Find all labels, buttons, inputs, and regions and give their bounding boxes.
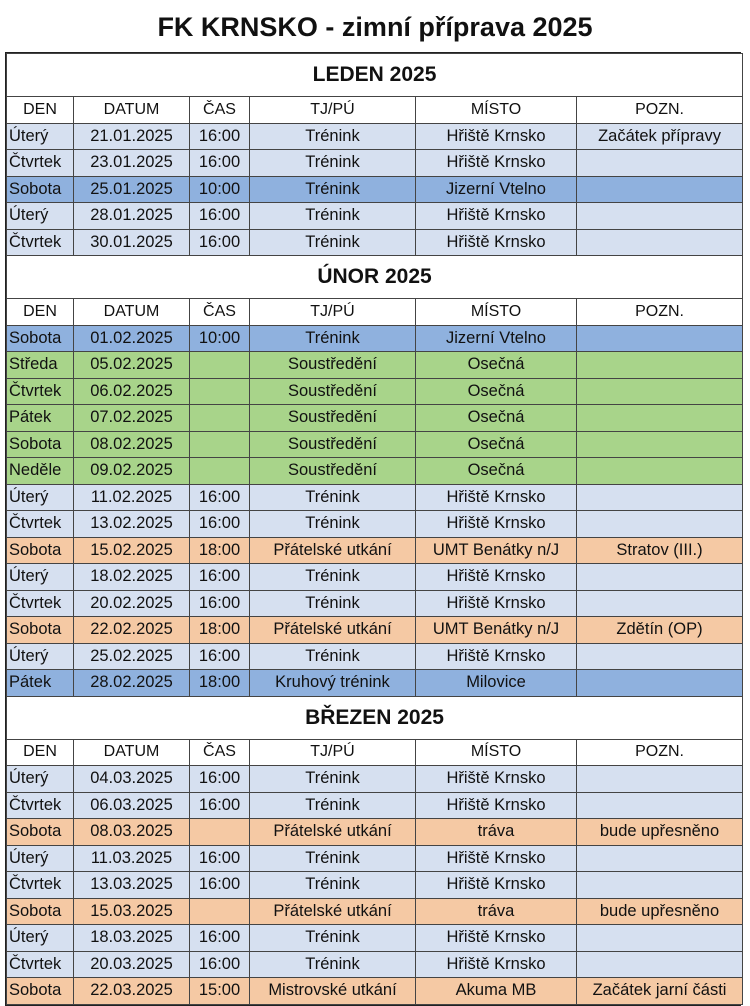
schedule-row (7, 951, 743, 978)
cell-tj-pu: Soustředění (250, 431, 416, 458)
cell-pozn (577, 352, 743, 379)
cell-den: Sobota (7, 819, 74, 846)
schedule-row (7, 670, 743, 697)
cell-den: Úterý (7, 203, 74, 230)
schedule-row (7, 150, 743, 177)
cell-pozn (577, 643, 743, 670)
schedule-row (7, 229, 743, 256)
cell-den: Středa (7, 352, 74, 379)
cell-tj-pu: Mistrovské utkání (250, 978, 416, 1005)
cell-datum: 22.02.2025 (74, 617, 190, 644)
cell-tj-pu: Trénink (250, 590, 416, 617)
cell-datum: 20.02.2025 (74, 590, 190, 617)
cell-misto: Osečná (416, 458, 577, 485)
cell-cas: 10:00 (190, 176, 250, 203)
schedule-row (7, 978, 743, 1005)
cell-pozn (577, 845, 743, 872)
column-header-tj-pu: TJ/PÚ (250, 97, 416, 124)
month-heading: BŘEZEN 2025 (7, 696, 743, 739)
cell-den: Čtvrtek (7, 872, 74, 899)
cell-pozn: Začátek přípravy (577, 123, 743, 150)
cell-misto: Jizerní Vtelno (416, 325, 577, 352)
cell-datum: 25.02.2025 (74, 643, 190, 670)
schedule-row (7, 792, 743, 819)
column-header-den: DEN (7, 97, 74, 124)
column-header-cas: ČAS (190, 739, 250, 766)
cell-den: Úterý (7, 564, 74, 591)
cell-den: Pátek (7, 670, 74, 697)
cell-cas: 16:00 (190, 925, 250, 952)
column-header-den: DEN (7, 739, 74, 766)
cell-cas: 15:00 (190, 978, 250, 1005)
cell-datum: 30.01.2025 (74, 229, 190, 256)
cell-den: Sobota (7, 325, 74, 352)
cell-datum: 15.02.2025 (74, 537, 190, 564)
cell-cas: 16:00 (190, 564, 250, 591)
cell-datum: 01.02.2025 (74, 325, 190, 352)
cell-den: Úterý (7, 845, 74, 872)
cell-cas (190, 819, 250, 846)
column-header-datum: DATUM (74, 739, 190, 766)
cell-den: Sobota (7, 537, 74, 564)
cell-tj-pu: Přátelské utkání (250, 819, 416, 846)
cell-pozn (577, 872, 743, 899)
cell-tj-pu: Trénink (250, 229, 416, 256)
cell-misto: Hřiště Krnsko (416, 150, 577, 177)
cell-misto: Jizerní Vtelno (416, 176, 577, 203)
cell-den: Čtvrtek (7, 229, 74, 256)
schedule-row (7, 325, 743, 352)
cell-tj-pu: Trénink (250, 792, 416, 819)
cell-datum: 06.02.2025 (74, 378, 190, 405)
schedule-row (7, 898, 743, 925)
cell-datum: 23.01.2025 (74, 150, 190, 177)
cell-misto: Hřiště Krnsko (416, 229, 577, 256)
cell-cas: 16:00 (190, 590, 250, 617)
cell-pozn: bude upřesněno (577, 898, 743, 925)
cell-pozn (577, 431, 743, 458)
cell-misto: Hřiště Krnsko (416, 484, 577, 511)
cell-datum: 18.03.2025 (74, 925, 190, 952)
cell-tj-pu: Přátelské utkání (250, 617, 416, 644)
schedule-row (7, 766, 743, 793)
column-header-datum: DATUM (74, 97, 190, 124)
schedule-row (7, 617, 743, 644)
schedule-row (7, 431, 743, 458)
cell-cas: 18:00 (190, 617, 250, 644)
cell-cas (190, 352, 250, 379)
schedule-row (7, 643, 743, 670)
cell-tj-pu: Přátelské utkání (250, 537, 416, 564)
cell-misto: Hřiště Krnsko (416, 203, 577, 230)
cell-den: Úterý (7, 484, 74, 511)
cell-den: Sobota (7, 898, 74, 925)
cell-cas: 16:00 (190, 511, 250, 538)
cell-datum: 22.03.2025 (74, 978, 190, 1005)
cell-pozn (577, 378, 743, 405)
schedule-row (7, 511, 743, 538)
cell-cas: 10:00 (190, 325, 250, 352)
cell-cas: 16:00 (190, 484, 250, 511)
cell-cas (190, 458, 250, 485)
cell-cas: 18:00 (190, 670, 250, 697)
schedule-row (7, 405, 743, 432)
cell-misto: Osečná (416, 378, 577, 405)
cell-tj-pu: Trénink (250, 951, 416, 978)
cell-tj-pu: Trénink (250, 203, 416, 230)
schedule-table (6, 53, 743, 1005)
cell-tj-pu: Trénink (250, 564, 416, 591)
schedule-row (7, 590, 743, 617)
column-header-pozn: POZN. (577, 97, 743, 124)
cell-pozn (577, 670, 743, 697)
cell-datum: 04.03.2025 (74, 766, 190, 793)
cell-tj-pu: Trénink (250, 150, 416, 177)
cell-pozn (577, 792, 743, 819)
cell-misto: Hřiště Krnsko (416, 643, 577, 670)
schedule-row (7, 564, 743, 591)
column-header-misto: MÍSTO (416, 97, 577, 124)
cell-pozn (577, 176, 743, 203)
cell-den: Sobota (7, 978, 74, 1005)
cell-misto: Hřiště Krnsko (416, 511, 577, 538)
schedule-row (7, 925, 743, 952)
cell-pozn: bude upřesněno (577, 819, 743, 846)
cell-pozn (577, 511, 743, 538)
cell-tj-pu: Trénink (250, 484, 416, 511)
cell-misto: Hřiště Krnsko (416, 925, 577, 952)
cell-pozn (577, 150, 743, 177)
cell-misto: Osečná (416, 431, 577, 458)
cell-cas: 18:00 (190, 537, 250, 564)
cell-misto: Hřiště Krnsko (416, 951, 577, 978)
cell-datum: 07.02.2025 (74, 405, 190, 432)
cell-pozn (577, 484, 743, 511)
cell-cas: 16:00 (190, 123, 250, 150)
cell-cas (190, 898, 250, 925)
month-heading-row (7, 696, 743, 739)
cell-pozn: Zdětín (OP) (577, 617, 743, 644)
cell-den: Čtvrtek (7, 590, 74, 617)
cell-den: Čtvrtek (7, 150, 74, 177)
cell-cas: 16:00 (190, 150, 250, 177)
schedule-row (7, 176, 743, 203)
cell-pozn (577, 951, 743, 978)
cell-datum: 18.02.2025 (74, 564, 190, 591)
cell-tj-pu: Soustředění (250, 352, 416, 379)
cell-misto: Milovice (416, 670, 577, 697)
month-heading-row (7, 256, 743, 299)
cell-datum: 28.01.2025 (74, 203, 190, 230)
cell-den: Sobota (7, 617, 74, 644)
cell-pozn (577, 458, 743, 485)
column-header-misto: MÍSTO (416, 739, 577, 766)
cell-den: Neděle (7, 458, 74, 485)
cell-cas: 16:00 (190, 643, 250, 670)
cell-den: Úterý (7, 643, 74, 670)
cell-den: Čtvrtek (7, 792, 74, 819)
column-header-pozn: POZN. (577, 299, 743, 326)
cell-datum: 13.02.2025 (74, 511, 190, 538)
cell-den: Úterý (7, 123, 74, 150)
cell-misto: Hřiště Krnsko (416, 590, 577, 617)
cell-cas: 16:00 (190, 872, 250, 899)
cell-datum: 11.03.2025 (74, 845, 190, 872)
cell-datum: 20.03.2025 (74, 951, 190, 978)
cell-den: Čtvrtek (7, 511, 74, 538)
cell-tj-pu: Trénink (250, 176, 416, 203)
cell-cas: 16:00 (190, 203, 250, 230)
cell-tj-pu: Trénink (250, 325, 416, 352)
cell-misto: Osečná (416, 405, 577, 432)
column-header-cas: ČAS (190, 97, 250, 124)
cell-tj-pu: Trénink (250, 766, 416, 793)
cell-misto: Hřiště Krnsko (416, 845, 577, 872)
cell-datum: 15.03.2025 (74, 898, 190, 925)
cell-cas: 16:00 (190, 792, 250, 819)
cell-den: Úterý (7, 925, 74, 952)
cell-den: Čtvrtek (7, 378, 74, 405)
cell-datum: 21.01.2025 (74, 123, 190, 150)
cell-den: Sobota (7, 431, 74, 458)
schedule-row (7, 819, 743, 846)
schedule-row (7, 484, 743, 511)
column-header-den: DEN (7, 299, 74, 326)
column-header-tj-pu: TJ/PÚ (250, 739, 416, 766)
column-header-row (7, 299, 743, 326)
cell-tj-pu: Trénink (250, 845, 416, 872)
cell-den: Pátek (7, 405, 74, 432)
cell-den: Úterý (7, 766, 74, 793)
cell-tj-pu: Kruhový trénink (250, 670, 416, 697)
cell-tj-pu: Přátelské utkání (250, 898, 416, 925)
cell-datum: 13.03.2025 (74, 872, 190, 899)
cell-tj-pu: Trénink (250, 511, 416, 538)
cell-pozn: Začátek jarní části (577, 978, 743, 1005)
cell-pozn (577, 925, 743, 952)
cell-cas (190, 431, 250, 458)
cell-misto: Hřiště Krnsko (416, 792, 577, 819)
cell-datum: 11.02.2025 (74, 484, 190, 511)
cell-den: Čtvrtek (7, 951, 74, 978)
cell-pozn (577, 564, 743, 591)
cell-pozn (577, 590, 743, 617)
cell-den: Sobota (7, 176, 74, 203)
cell-pozn (577, 229, 743, 256)
cell-datum: 08.03.2025 (74, 819, 190, 846)
page-title: FK KRNSKO - zimní příprava 2025 (157, 12, 593, 42)
month-heading: LEDEN 2025 (7, 54, 743, 97)
schedule-row (7, 872, 743, 899)
cell-tj-pu: Trénink (250, 643, 416, 670)
cell-cas (190, 405, 250, 432)
column-header-cas: ČAS (190, 299, 250, 326)
cell-tj-pu: Soustředění (250, 405, 416, 432)
cell-pozn (577, 405, 743, 432)
column-header-pozn: POZN. (577, 739, 743, 766)
column-header-row (7, 97, 743, 124)
cell-pozn (577, 325, 743, 352)
cell-misto: Akuma MB (416, 978, 577, 1005)
schedule-row (7, 537, 743, 564)
cell-tj-pu: Trénink (250, 925, 416, 952)
month-heading: ÚNOR 2025 (7, 256, 743, 299)
cell-datum: 05.02.2025 (74, 352, 190, 379)
cell-misto: tráva (416, 898, 577, 925)
schedule-row (7, 458, 743, 485)
cell-tj-pu: Trénink (250, 123, 416, 150)
cell-cas (190, 378, 250, 405)
schedule-row (7, 845, 743, 872)
cell-tj-pu: Soustředění (250, 378, 416, 405)
cell-cas: 16:00 (190, 766, 250, 793)
schedule-row (7, 352, 743, 379)
cell-misto: UMT Benátky n/J (416, 537, 577, 564)
cell-datum: 08.02.2025 (74, 431, 190, 458)
column-header-datum: DATUM (74, 299, 190, 326)
cell-misto: Hřiště Krnsko (416, 766, 577, 793)
column-header-row (7, 739, 743, 766)
cell-pozn (577, 203, 743, 230)
cell-cas: 16:00 (190, 951, 250, 978)
cell-tj-pu: Trénink (250, 872, 416, 899)
cell-tj-pu: Soustředění (250, 458, 416, 485)
schedule-row (7, 123, 743, 150)
cell-datum: 09.02.2025 (74, 458, 190, 485)
cell-misto: UMT Benátky n/J (416, 617, 577, 644)
column-header-misto: MÍSTO (416, 299, 577, 326)
schedule-row (7, 378, 743, 405)
cell-datum: 25.01.2025 (74, 176, 190, 203)
month-heading-row (7, 54, 743, 97)
cell-datum: 06.03.2025 (74, 792, 190, 819)
schedule-row (7, 203, 743, 230)
column-header-tj-pu: TJ/PÚ (250, 299, 416, 326)
cell-misto: Osečná (416, 352, 577, 379)
cell-misto: Hřiště Krnsko (416, 123, 577, 150)
cell-pozn: Stratov (III.) (577, 537, 743, 564)
cell-datum: 28.02.2025 (74, 670, 190, 697)
cell-pozn (577, 766, 743, 793)
cell-cas: 16:00 (190, 845, 250, 872)
schedule-sheet (5, 52, 741, 1006)
cell-misto: Hřiště Krnsko (416, 872, 577, 899)
cell-misto: tráva (416, 819, 577, 846)
cell-cas: 16:00 (190, 229, 250, 256)
cell-misto: Hřiště Krnsko (416, 564, 577, 591)
